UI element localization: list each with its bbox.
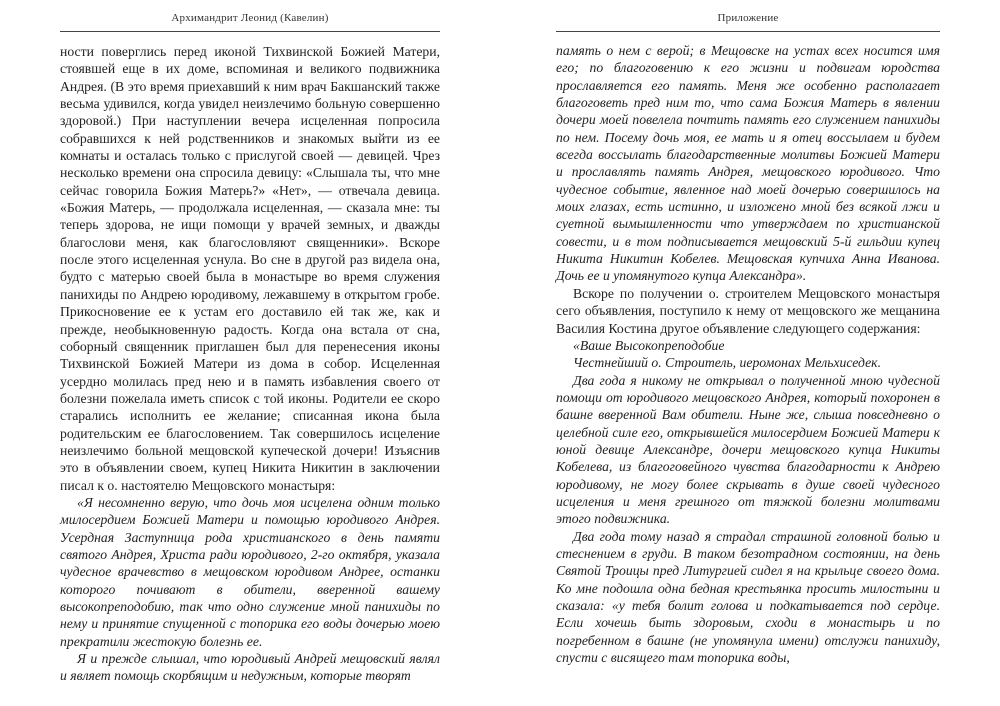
paragraph: «Я несомненно верую, что дочь моя исцелена одним только милосердием Божией Матери и помощью юродивого Андрея. Усердная Заступница рода христианского в день памяти святого Андрея, Христа ради юродивого, 2-го октября, указала чудесное врачевство в мещовском юродивом Андрее, останки которого почивают в обители, вверенной вашему высокопреподобию, так что одно служение мной панихиды по нему и принятие спущенной с топорика его воды дочерью моею прекратили жестокую болезнь ее.: [60, 494, 440, 649]
paragraph: Два года я никому не открывал о полученной мною чудесной помощи от юродивого мещовского Андрея, который похоронен в башне вверенной Вам обители. Ныне же, слыша повседневно о целебной силе его, открывшейся милосердием Божией Матери к юной девице Александре, дочери мещовского купца Никиты Кобелева, из благоговейного чувства благодарности к Андрею юродивому, не могу более скрывать в душе своей чудесного исцеления и меня грешного от тяжкой болезни молитвами этого подвижника.: [556, 372, 940, 527]
running-header-left: Архимандрит Леонид (Кавелин): [171, 12, 329, 24]
left-page-text: [60, 43, 440, 685]
paragraph: память о нем с верой; в Мещовске на устах всех носится имя его; по благоговению к его жизни и подвигам юродства прославляется его память. Меня же особенно располагает благоговеть пред ним то, что сама Божия Матерь в явлении дочери моей повелела почтить память его служением панихиды по нем. Посему дочь моя, ее мать и я отец воссылаем и будем всегда воссылать благодарственные молитвы Божией Матери и прославлять память Андрея, мещовского юродивого. Что чудесное событие, явленное над моей дочерью совершилось на моих глазах, есть истинно, и изложено мной без всякой лжи и суетной вымышленности что утверждаем по христианской совести, и в том подписывается мещовский 5-й гильдии купец Никита Никитин Кобелев. Мещовская купчиха Анна Иванова. Дочь ее и упомянутого купца Александра».: [556, 43, 940, 284]
header-rule-left: [60, 31, 440, 32]
left-page: [60, 0, 440, 706]
paragraph: Я и прежде слышал, что юродивый Андрей мещовский являл и являет помощь скорбящим и недужным, которые творят: [60, 651, 440, 684]
paragraph: «Ваше Высокопреподобие: [573, 337, 725, 353]
paragraph: Два года тому назад я страдал страшной головной болью и стеснением в груди. В таком безотрадном состоянии, на день Святой Троицы пред Литургией сидел я на крыльце своего дома. Ко мне подошла одна бедная крестьянка просить милостыни и сказала: «у тебя болит голова и подкатывается под сердце. Если хочешь быть здоровым, сходи в монастырь и по погребенном в башне (не упомянула имени) отслужи панихиду, спусти с висящего там топорика воды,: [556, 528, 940, 666]
paragraph: Вскоре по получении о. строителем Мещовского монастыря сего объявления, поступило к нему от мещовского же мещанина Василия Костина другое объявление следующего содержания:: [556, 285, 940, 336]
paragraph: Честнейший о. Строитель, иеромонах Мельхиседек.: [573, 355, 881, 371]
right-page: [556, 0, 940, 706]
paragraph: ности поверглись перед иконой Тихвинской Божией Матери, стоявшей еще в их доме, вспоминая и великого подвижника Андрея. (В это время приехавший к ним врач Бакшанский также весьма удивился, когда увидел неизлечимо больную совершенно здоровой.) При наступлении вечера исцеленная попросила собравшихся к ней родственников и знакомых выйти из ее комнаты и осталась только с прислугой своей — девицей. Чрез несколько времени она спросила девицу: «Слышала ты, что мне сейчас говорила Божия Матерь?» «Нет», — отвечала девица. «Божия Матерь, — продолжала исцеленная, — сказала мне: ты теперь здорова, не ищи помощи у врачей земных, и дважды благослови меня, как благословляют священники». Вскоре после этого исцеленная уснула. Во сне в другой раз видела она, будто с матерью своей была в монастыре во время служения панихиды по Андрею юродивому, лежавшему в открытом гробе. Прикосновение ее к устам его доставило ей так же, как и прежде, необыкновенную радость. Когда она встала от сна, соборный священник приглашен был для перенесения иконы Тихвинской Божией Матери из дома в собор. Исцеленная усердно молилась пред нею и в память избавления своего от болезни пожелала иметь список с той иконы. Родители ее скоро старались исполнить ее желание; списанная икона была родительским ее благословением. Так совершилось исцеление неизлечимо больной мещовской купеческой дочери! Изъяснив это в объявлении своем, купец Никита Никитин в заключении писал к о. настоятелю Мещовского монастыря:: [60, 44, 440, 493]
running-header-right: Приложение: [717, 12, 779, 24]
right-page-text: [556, 42, 940, 666]
header-rule-right: [556, 31, 940, 32]
